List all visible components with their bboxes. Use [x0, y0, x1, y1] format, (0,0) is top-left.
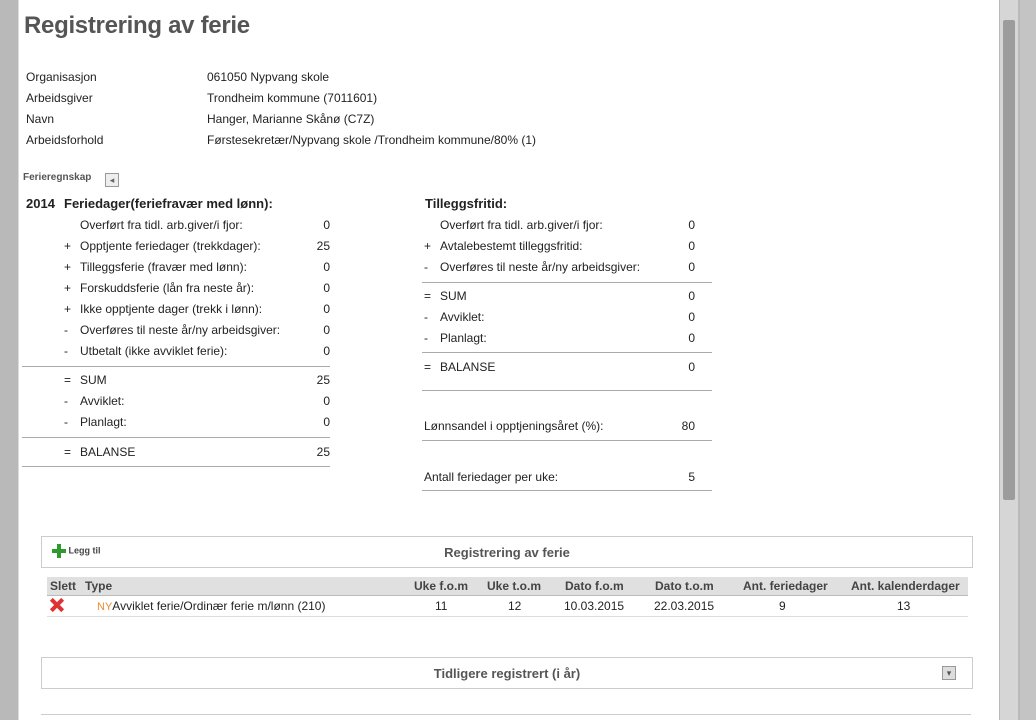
- left-row-value: 0: [323, 260, 330, 274]
- left-avviklet-value: 0: [323, 394, 330, 408]
- left-row-label: Opptjente feriedager (trekkdager):: [80, 239, 261, 253]
- add-button-label: Legg til: [68, 545, 101, 556]
- expand-icon[interactable]: ▾: [942, 666, 956, 680]
- left-planlagt-sym: -: [64, 415, 68, 429]
- col-dato-tom: Dato t.o.m: [655, 579, 714, 593]
- right-row-label: Overført fra tidl. arb.giver/i fjor:: [440, 218, 603, 232]
- left-planlagt-label: Planlagt:: [80, 415, 127, 429]
- right-planlagt-label: Planlagt:: [440, 331, 487, 345]
- info-label-arbeidsforhold: Arbeidsforhold: [26, 133, 104, 147]
- right-sum-sym: =: [424, 289, 432, 303]
- left-year: 2014: [26, 196, 55, 211]
- left-row-label: Ikke opptjente dager (trekk i lønn):: [80, 302, 263, 316]
- left-title: Feriedager(feriefravær med lønn):: [64, 196, 273, 211]
- info-label-navn: Navn: [26, 112, 55, 126]
- right-planlagt-sym: -: [424, 331, 428, 345]
- type-text: Avviklet ferie/Ordinær ferie m/lønn (210): [112, 599, 326, 613]
- collapse-icon[interactable]: ◂: [105, 173, 119, 187]
- col-type: Type: [85, 579, 113, 593]
- right-title: Tilleggsfritid:: [425, 196, 508, 211]
- left-row-value: 0: [323, 323, 330, 337]
- left-row-sym: +: [64, 239, 72, 253]
- table-cell-feriedager: 9: [779, 599, 786, 613]
- left-sum-value: 25: [316, 373, 330, 387]
- row-divider: [47, 616, 968, 617]
- left-balanse-label: BALANSE: [80, 445, 136, 459]
- left-row-label: Tilleggsferie (fravær med lønn):: [80, 260, 247, 274]
- right-balanse-sym: =: [424, 360, 432, 374]
- right-row-sym: -: [424, 260, 428, 274]
- left-avviklet-sym: -: [64, 394, 68, 408]
- tidligere-panel[interactable]: [41, 657, 973, 689]
- left-row-sym: -: [64, 344, 68, 358]
- divider: [41, 714, 971, 715]
- right-sum-value: 0: [688, 289, 695, 303]
- registrering-panel: [41, 536, 973, 568]
- table-cell-uke-fom: 11: [435, 599, 448, 613]
- right-avviklet-label: Avviklet:: [440, 310, 485, 324]
- col-uke-fom: Uke f.o.m: [414, 579, 469, 593]
- divider: [22, 366, 330, 367]
- info-label-organisasjon: Organisasjon: [26, 70, 97, 84]
- divider: [422, 352, 712, 353]
- left-row-label: Utbetalt (ikke avviklet ferie):: [80, 344, 228, 358]
- left-row-label: Forskuddsferie (lån fra neste år):: [80, 281, 255, 295]
- left-row-value: 0: [323, 302, 330, 316]
- left-row-sym: +: [64, 260, 72, 274]
- outer-scrollbar[interactable]: [1020, 0, 1036, 720]
- table-cell-dato-tom: 22.03.2015: [654, 599, 715, 613]
- antall-label: Antall feriedager per uke:: [424, 470, 559, 484]
- left-row-value: 25: [316, 239, 330, 253]
- right-balanse-label: BALANSE: [440, 360, 496, 374]
- right-row-value: 0: [688, 239, 695, 253]
- col-uke-tom: Uke t.o.m: [487, 579, 542, 593]
- right-row-label: Overføres til neste år/ny arbeidsgiver:: [440, 260, 641, 274]
- table-header: [47, 577, 968, 596]
- right-row-label: Avtalebestemt tilleggsfritid:: [440, 239, 583, 253]
- lonnsandel-label: Lønnsandel i opptjeningsåret (%):: [424, 419, 604, 433]
- info-value-arbeidsforhold: Førstesekretær/Nypvang skole /Trondheim kommune/80% (1): [207, 133, 537, 147]
- table-cell-type: [97, 599, 325, 613]
- left-balanse-sym: =: [64, 445, 72, 459]
- info-value-navn: Hanger, Marianne Skånø (C7Z): [207, 112, 375, 126]
- info-label-arbeidsgiver: Arbeidsgiver: [26, 91, 93, 105]
- table-cell-kalenderdager: 13: [897, 599, 911, 613]
- left-avviklet-label: Avviklet:: [80, 394, 125, 408]
- ferieregnskap-header: Ferieregnskap: [23, 172, 92, 183]
- divider: [22, 466, 330, 467]
- new-badge: NY: [97, 601, 113, 613]
- right-row-sym: +: [424, 239, 432, 253]
- registrering-title: Registrering av ferie: [444, 545, 570, 560]
- table-cell-uke-tom: 12: [508, 599, 522, 613]
- left-row-value: 0: [323, 218, 330, 232]
- col-dato-fom: Dato f.o.m: [565, 579, 624, 593]
- divider: [422, 490, 712, 491]
- right-row-value: 0: [688, 218, 695, 232]
- info-value-arbeidsgiver: Trondheim kommune (7011601): [207, 91, 378, 105]
- left-row-sym: +: [64, 281, 72, 295]
- table-cell-dato-fom: 10.03.2015: [564, 599, 625, 613]
- left-planlagt-value: 0: [323, 415, 330, 429]
- scrollbar-thumb[interactable]: [1003, 20, 1015, 500]
- left-row-sym: +: [64, 302, 72, 316]
- divider: [22, 437, 330, 438]
- left-row-label: Overført fra tidl. arb.giver/i fjor:: [80, 218, 243, 232]
- left-sum-sym: =: [64, 373, 72, 387]
- tidligere-title: Tidligere registrert (i år): [433, 666, 581, 681]
- left-balanse-value: 25: [316, 445, 330, 459]
- divider: [422, 282, 712, 283]
- page-title: Registrering av ferie: [24, 12, 250, 39]
- left-row-label: Overføres til neste år/ny arbeidsgiver:: [80, 323, 281, 337]
- divider: [422, 390, 712, 391]
- info-value-organisasjon: 061050 Nypvang skole: [207, 70, 330, 84]
- right-sum-label: SUM: [440, 289, 467, 303]
- left-row-value: 0: [323, 281, 330, 295]
- antall-value: 5: [688, 470, 695, 484]
- lonnsandel-value: 80: [681, 419, 695, 433]
- right-row-value: 0: [688, 260, 695, 274]
- divider: [422, 440, 712, 441]
- col-feriedager: Ant. feriedager: [743, 579, 828, 593]
- right-avviklet-sym: -: [424, 310, 428, 324]
- col-kalenderdager: Ant. kalenderdager: [851, 579, 960, 593]
- left-sum-label: SUM: [80, 373, 107, 387]
- left-row-value: 0: [323, 344, 330, 358]
- right-balanse-value: 0: [688, 360, 695, 374]
- col-slett: Slett: [50, 579, 77, 593]
- right-avviklet-value: 0: [688, 310, 695, 324]
- delete-icon[interactable]: [50, 598, 64, 612]
- right-planlagt-value: 0: [688, 331, 695, 345]
- left-row-sym: -: [64, 323, 68, 337]
